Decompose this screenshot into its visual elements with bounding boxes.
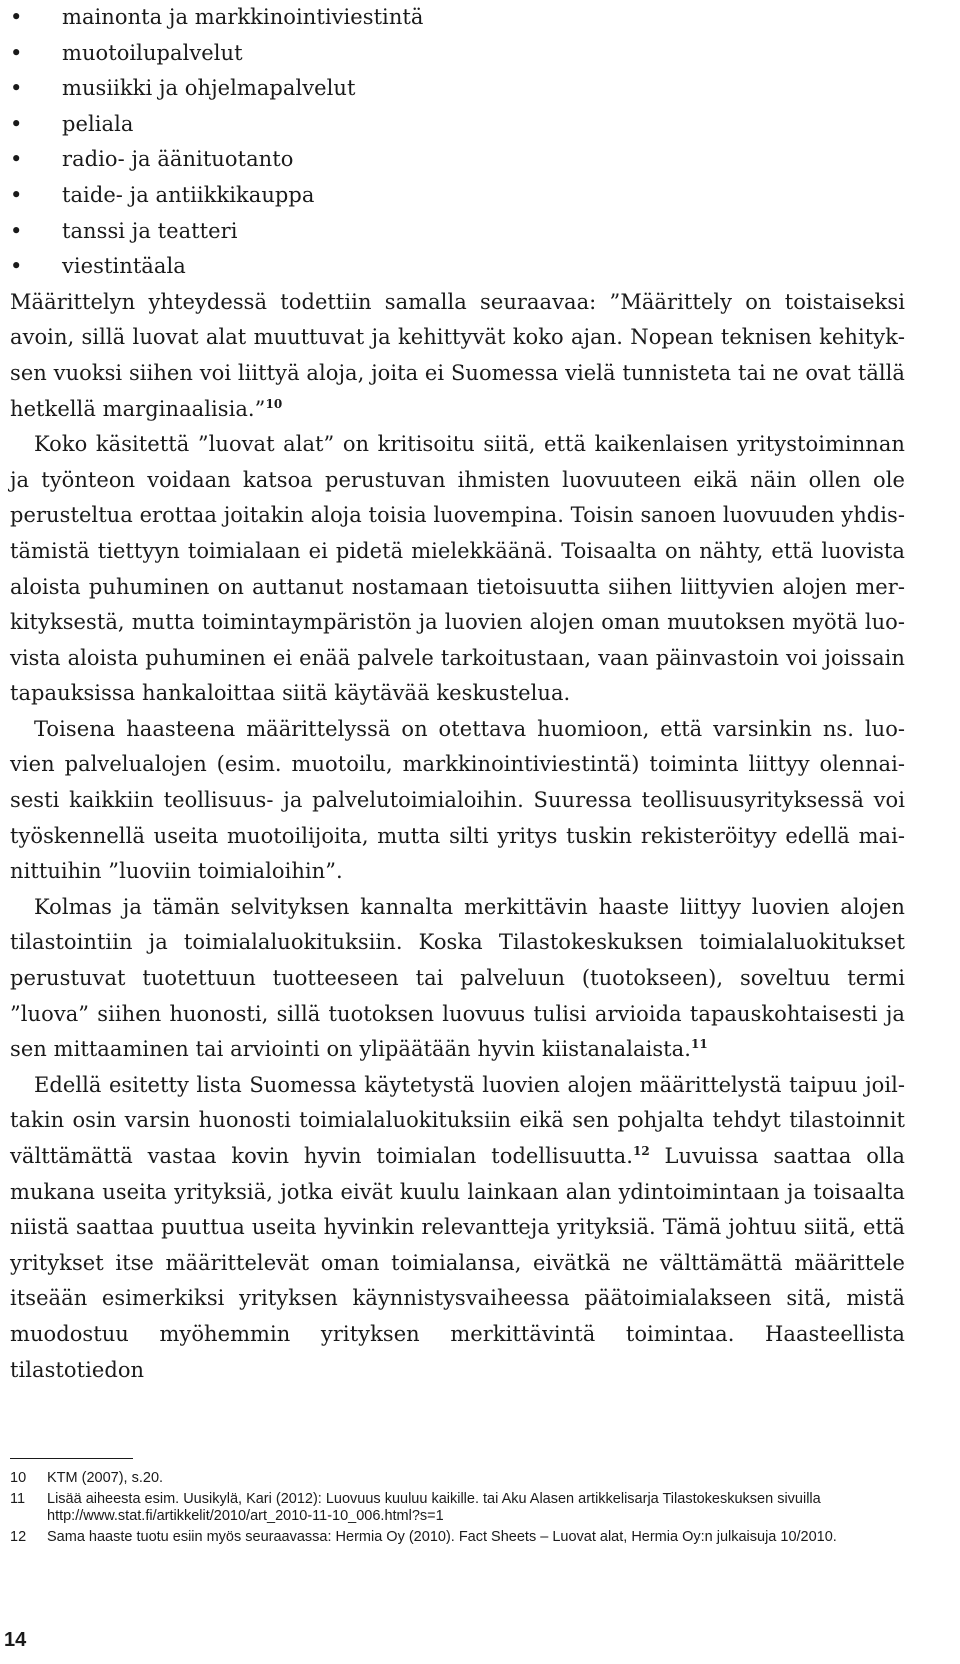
list-item: • radio- ja äänituotanto [10, 142, 905, 178]
footnote-ref-12[interactable]: 12 [632, 1144, 650, 1158]
page-number: 14 [4, 1629, 27, 1651]
bullet-icon: • [10, 182, 23, 207]
paragraph-definition-quote: Määrittelyn yhteydessä todettiin samalla seuraavaa: ”Määrittely on toistaiseksi avoin, sillä luovat alat muuttuvat ja kehittyvät koko ajan. Nopean teknisen kehityksen vuoksi siihen voi liittyä aloja, joita ei Suomessa vielä tunnisteta tai ne ovat tällä hetkellä marginaalisia.”$^{10}$ [10, 289, 905, 421]
footnote-12 [10, 1529, 905, 1547]
footnote-ref-10[interactable]: 10 [265, 396, 283, 411]
bullet-icon: • [10, 111, 23, 136]
bullet-icon: • [10, 76, 23, 101]
list-item: • viestintäala [10, 249, 905, 285]
list-item: • tanssi ja teatteri [10, 214, 905, 250]
footnotes [10, 1458, 905, 1549]
bullet-icon: • [10, 5, 23, 29]
list-item: • musiikki ja ohjelmapalvelut [10, 71, 905, 107]
bullet-icon: • [10, 40, 23, 65]
paragraph-statistics: Edellä esitetty lista Suomessa käytetystä luovien alojen määrittelystä taipuu joiltakin osin varsin huonosti toimialaluokituksiin eikä sen pohjalta tehdyt tilastoinnit välttämättä vastaa kovin hyvin toimialan todellisuutta.$^{12}$ Luvuissa saattaa olla mukana useita yrityksiä, jotka eivät kuulu lainkaan alan ydintoimintaan ja toisaalta niistä saattaa puuttua useita hyvinkin relevantteja yrityksiä. Tämä johtuu siitä, että yritykset itse määrittelevät oman toimialansa, eivätkä ne välttämättä määrittele itseään esimerkiksi yrityksen käynnistysvaiheessa päätoimialakseen sitä, mistä muodostuu myöhemmin yrityksen merkittävintä toimintaa. Haasteellista tilastotiedon [10, 1072, 905, 1382]
footnote-number: 11 [10, 1490, 26, 1507]
body-text [10, 0, 905, 1388]
paragraph-third-challenge: Kolmas ja tämän selvityksen kannalta merkittävin haaste liittyy luovien alojen tilastointiin ja toimialaluokituksiin. Koska Tilastokeskuksen toimialaluokitukset perustuvat tuotettuun tuotteeseen tai palveluun (tuotokseen), soveltuu termi ”luova” siihen huonosti, sillä tuotoksen luovuus tulisi arvioida tapauskohtaisesti ja sen mittaaminen tai arviointi on ylipäätään hyvin kiistanalaista.$^{11}$ [10, 894, 905, 1062]
bullet-icon: • [10, 254, 23, 279]
list-item: • taide- ja antiikkikauppa [10, 178, 905, 214]
creative-fields-list [10, 0, 905, 285]
footnote-text: Sama haaste tuotu esiin myös seuraavassa: Hermia Oy (2010). Fact Sheets – Luovat alat, Hermia Oy:n julkaisuja 10/2010. [47, 1528, 837, 1545]
footnote-10 [10, 1470, 905, 1488]
paragraph-second-challenge: Toisena haasteena määrittelyssä on otettava huomioon, että varsinkin ns. luovien palvelualojen (esim. muotoilu, markkinointiviestintä) toiminta liittyy olennaisesti kaikkiin teollisuus- ja palvelutoimialoihin. Suuressa teollisuusyrityksessä voi työskennellä useita muotoilijoita, mutta silti yritys tuskin rekisteröityy edellä mainittuihin ”luoviin toimialoihin”. [10, 716, 905, 884]
paragraph-criticism: Koko käsitettä ”luovat alat” on kritisoitu siitä, että kaikenlaisen yritystoiminnan ja työnteon voidaan katsoa perustuvan ihmisten luovuuteen eikä näin ollen ole perusteltua erottaa joitakin aloja toisia luovempina. Toisin sanoen luovuuden yhdistämistä tiettyyn toimialaan ei pidetä mielekkäänä. Toisaalta on nähty, että luovista aloista puhuminen on auttanut nostamaan tietoisuutta siihen liittyvien alojen merkityksestä, mutta toimintaympäristön ja luovien alojen oman muutoksen myötä luovista aloista puhuminen ei enää palvele tarkoitustaan, vaan päinvastoin voi joissain tapauksissa hankaloittaa siitä käytävää keskustelua. [10, 432, 905, 706]
footnote-number: 12 [10, 1528, 27, 1545]
footnote-text[interactable]: Lisää aiheesta esim. Uusikylä, Kari (2012): Luovuus kuuluu kaikille. tai Aku Alasen artikkelisarja Tilastokeskuksen sivuilla http://www.stat.fi/artikkelit/2010/art_2010-11-10_006.html?s=1 [47, 1490, 821, 1524]
footnote-divider [10, 1458, 133, 1459]
list-item: • mainonta ja markkinointiviestintä [10, 0, 905, 36]
bullet-icon: • [10, 218, 23, 243]
footnote-ref-11[interactable]: 11 [690, 1037, 708, 1052]
bullet-icon: • [10, 147, 23, 172]
list-item: • peliala [10, 107, 905, 143]
footnote-11 [10, 1491, 905, 1526]
footnote-number: 10 [10, 1470, 27, 1486]
list-item: • muotoilupalvelut [10, 36, 905, 72]
footnote-text: KTM (2007), s.20. [47, 1470, 164, 1486]
